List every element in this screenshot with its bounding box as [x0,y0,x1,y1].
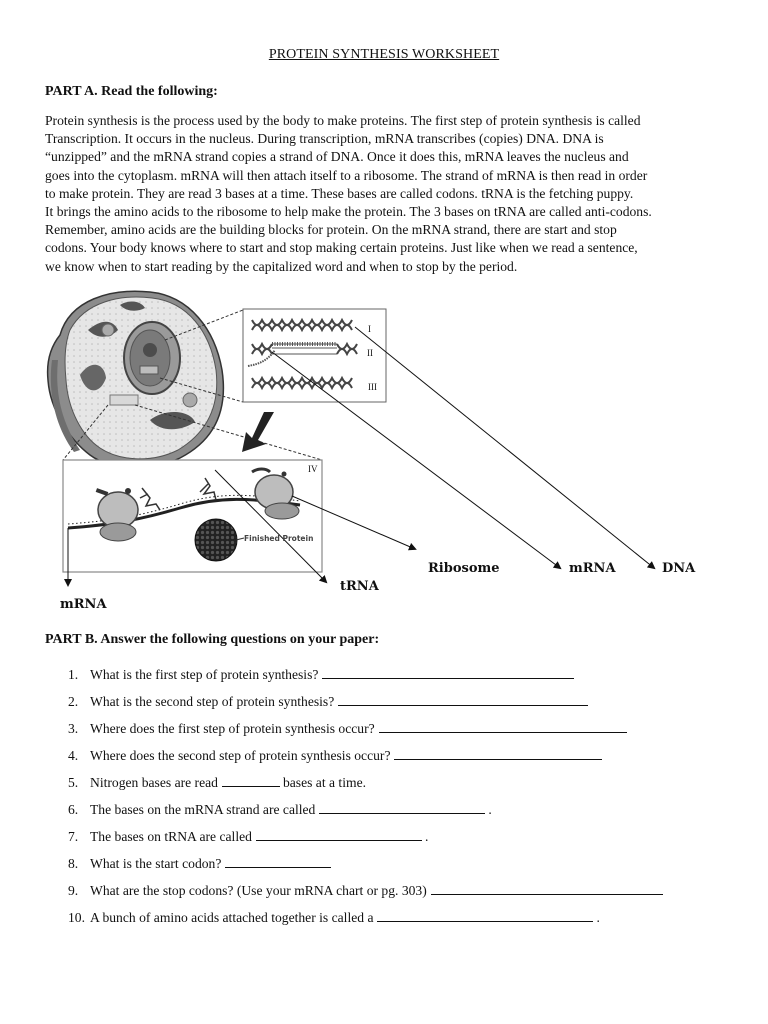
worksheet-title: PROTEIN SYNTHESIS WORKSHEET [268,47,500,62]
question-number: 1. [68,667,79,682]
question-tail: bases at a time. [282,775,366,790]
question-number: 10. [68,910,85,925]
question-text: The bases on the mRNA strand are called [90,802,316,817]
answer-blank[interactable] [394,747,602,760]
question-text: Where does the first step of protein synthesis occur? [90,721,375,736]
question-number: 7. [68,829,79,844]
part-a-heading: PART A. Read the following: [45,84,218,99]
panel-label-iii: III [368,382,377,392]
zoom-arrow [242,412,274,452]
question-number: 2. [68,694,79,709]
intro-line: “unzipped” and the mRNA strand copies a strand of DNA. Once it does this, mRNA leaves the nucleus and [45,149,629,165]
intro-line: codons. Your body knows where to start and stop making certain proteins. Just like when we read a sentence, [45,240,638,256]
question-text: What is the second step of protein synthesis? [90,694,335,709]
intro-line: we know when to start reading by the capitalized word and when to stop by the period. [45,258,518,274]
question-item [68,801,492,818]
question-item [68,882,663,899]
question-number: 3. [68,721,79,736]
finished-protein-label: Finished Protein [244,534,314,543]
protein-synthesis-diagram [0,285,768,615]
panel-label-ii: II [367,348,373,358]
answer-blank[interactable] [256,828,422,841]
label-mrna-left: mRNA [60,597,107,612]
intro-line: Transcription. It occurs in the nucleus. During transcription, mRNA transcribes (copies) DNA. DNA is [45,131,604,147]
question-number: 5. [68,775,79,790]
answer-blank[interactable] [225,855,331,868]
label-ribosome: Ribosome [428,561,500,576]
answer-blank[interactable] [379,720,627,733]
question-item [68,720,627,737]
question-item [68,909,600,926]
question-text: Where does the second step of protein synthesis occur? [90,748,391,763]
question-text: The bases on tRNA are called [90,829,252,844]
question-item [68,828,428,845]
question-text: What is the first step of protein synthesis? [90,667,319,682]
panel-label-iv: IV [308,464,318,474]
question-item [68,693,588,710]
intro-line: Protein synthesis is the process used by the body to make proteins. The first step of protein synthesis is called [45,113,641,128]
answer-blank[interactable] [377,909,593,922]
question-item [68,666,574,683]
question-number: 6. [68,802,79,817]
label-dna: DNA [662,561,696,576]
question-text: Nitrogen bases are read [90,775,218,790]
question-text: What are the stop codons? (Use your mRNA chart or pg. 303) [90,883,427,898]
question-tail: . [596,910,600,925]
answer-blank[interactable] [338,693,588,706]
cell-illustration [48,291,224,467]
label-mrna-right: mRNA [569,561,616,576]
question-tail: . [424,829,429,844]
question-item [68,855,331,872]
intro-line: Remember, amino acids are the building blocks for protein. On the mRNA strand, there are start and stop [45,222,617,238]
intro-paragraph [45,112,735,276]
finished-protein-cluster [195,519,237,561]
question-number: 8. [68,856,79,871]
question-number: 9. [68,883,79,898]
answer-blank[interactable] [431,882,663,895]
intro-line: to make protein. They are read 3 bases at a time. These bases are called codons. tRNA is the fetching puppy. [45,185,634,201]
answer-blank[interactable] [222,774,280,787]
panel-label-i: I [368,324,371,334]
question-tail: . [488,802,492,817]
answer-blank[interactable] [319,801,485,814]
label-trna: tRNA [340,579,379,594]
answer-blank[interactable] [322,666,574,679]
question-text: A bunch of amino acids attached together is called a [90,910,374,925]
part-b-heading: PART B. Answer the following questions on your paper: [45,632,380,647]
question-text: What is the start codon? [90,856,222,871]
question-number: 4. [68,748,79,763]
intro-line: It brings the amino acids to the ribosome to help make the protein. The 3 bases on tRNA are called anti-codons. [45,204,652,220]
diagram-artwork [0,285,768,615]
intro-line: goes into the cytoplasm. mRNA will then attach itself to a ribosome. The strand of mRNA is then read in order [45,167,648,183]
question-item [68,774,366,791]
question-item [68,747,602,764]
